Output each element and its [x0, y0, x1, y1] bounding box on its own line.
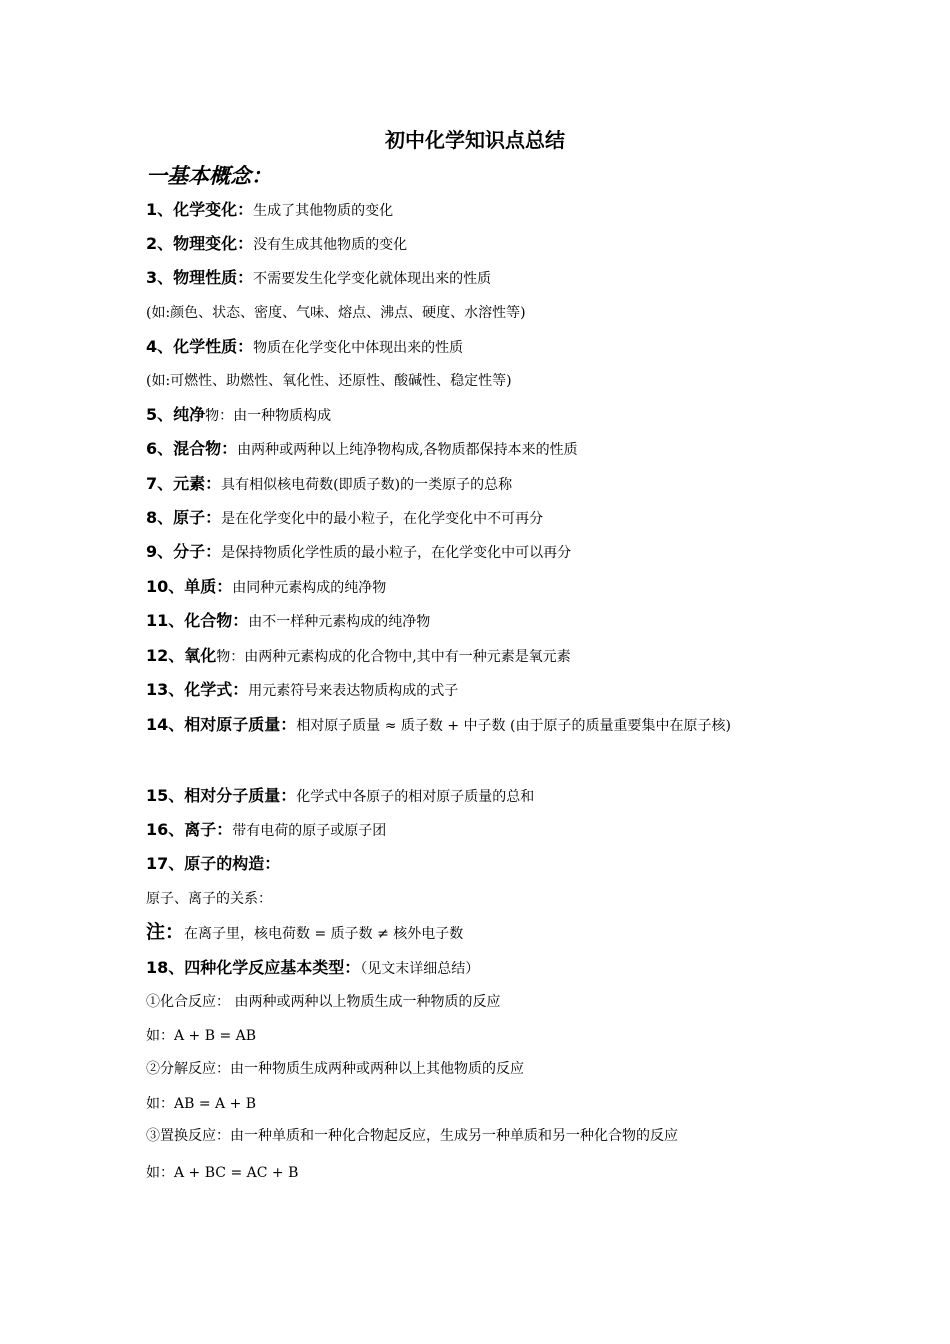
item-term: 6、混合物： [146, 439, 238, 458]
item-term: 17、原子的构造： [146, 854, 281, 873]
item-text: 在离子里，核电荷数 = 质子数 ≠ 核外电子数 [184, 926, 464, 942]
item-text: 原子、离子的关系： [146, 891, 272, 907]
list-item [146, 889, 816, 909]
list-item [146, 1163, 816, 1183]
item-text: 物：由两种元素构成的化合物中,其中有一种元素是氧元素 [216, 649, 571, 665]
list-item [146, 958, 816, 979]
list-item [146, 854, 816, 875]
item-term: 4、化学性质： [146, 337, 254, 356]
list-item [146, 371, 816, 391]
item-text: 生成了其他物质的变化 [253, 203, 394, 219]
item-text: ②分解反应：由一种物质生成两种或两种以上其他物质的反应 [146, 1061, 524, 1077]
item-text: 如：A + BC = AC + B [146, 1165, 299, 1181]
list-item [146, 786, 816, 807]
item-text: 没有生成其他物质的变化 [253, 237, 408, 253]
item-term: 18、四种化学反应基本类型： [146, 958, 361, 977]
list-item [146, 707, 816, 744]
item-term: 11、化合物： [146, 611, 249, 630]
list-item [146, 268, 816, 289]
item-term: 2、物理变化： [146, 234, 254, 253]
item-text: 带有电荷的原子或原子团 [232, 823, 387, 839]
item-text: 如：AB = A + B [146, 1096, 257, 1112]
list-item [146, 200, 816, 221]
item-text: 是在化学变化中的最小粒子，在化学变化中不可再分 [221, 511, 544, 527]
list-item [146, 508, 816, 529]
item-text: 由同种元素构成的纯净物 [232, 580, 387, 596]
section-heading: 一基本概念： [146, 164, 272, 188]
list-item [146, 303, 816, 323]
item-term: 12、氧化 [146, 646, 217, 665]
item-text: 物质在化学变化中体现出来的性质 [253, 340, 464, 356]
item-text: ③置换反应：由一种单质和一种化合物起反应，生成另一种单质和另一种化合物的反应 [146, 1128, 678, 1144]
item-term: 7、元素： [146, 474, 222, 493]
item-text: （见文末详细总结） [360, 961, 480, 977]
item-text: 由不一样种元素构成的纯净物 [248, 614, 431, 630]
list-item [146, 439, 816, 460]
list-item [146, 337, 816, 358]
item-term: 13、化学式： [146, 680, 249, 699]
item-text: 不需要发生化学变化就体现出来的性质 [253, 271, 492, 287]
item-text: 如：A + B = AB [146, 1028, 257, 1044]
item-term: 9、分子： [146, 542, 222, 561]
item-text: 具有相似核电荷数(即质子数)的一类原子的总称 [221, 477, 513, 493]
list-item [146, 405, 816, 426]
list-item [146, 646, 816, 667]
item-text: 由两种或两种以上纯净物构成,各物质都保持本来的性质 [237, 442, 578, 458]
item-text: (如:颜色、状态、密度、气味、熔点、沸点、硬度、水溶性等) [146, 305, 526, 321]
item-term: 5、纯净 [146, 405, 206, 424]
item-term: 16、离子： [146, 820, 233, 839]
list-item [146, 1094, 816, 1114]
list-item [146, 474, 816, 495]
list-item [146, 1026, 816, 1046]
list-item [146, 820, 816, 841]
list-item [146, 992, 816, 1012]
list-item [146, 922, 816, 944]
item-term: 14、相对原子质量： [146, 715, 297, 734]
item-term: 10、单质： [146, 577, 233, 596]
item-term: 1、化学变化： [146, 200, 254, 219]
item-text: 相对原子质量 ≈ 质子数 + 中子数 (由于原子的质量重要集中在原子核) [296, 718, 731, 734]
item-text: 是保持物质化学性质的最小粒子，在化学变化中可以再分 [221, 545, 572, 561]
document-title: 初中化学知识点总结 [385, 128, 565, 152]
list-item [146, 611, 816, 632]
note-mark: 注： [146, 921, 185, 943]
item-term: 15、相对分子质量： [146, 786, 297, 805]
item-term: 3、物理性质： [146, 268, 254, 287]
list-item [146, 1126, 816, 1146]
item-term: 8、原子： [146, 508, 222, 527]
item-text: ①化合反应： 由两种或两种以上物质生成一种物质的反应 [146, 994, 501, 1010]
list-item [146, 680, 816, 701]
list-item [146, 577, 816, 598]
item-text: 用元素符号来表达物质构成的式子 [248, 683, 459, 699]
item-text: 化学式中各原子的相对原子质量的总和 [296, 789, 535, 805]
item-text: (如:可燃性、助燃性、氧化性、还原性、酸碱性、稳定性等) [146, 373, 512, 389]
list-item [146, 1059, 816, 1079]
list-item [146, 234, 816, 255]
item-text: 物：由一种物质构成 [205, 408, 332, 424]
list-item [146, 542, 816, 563]
